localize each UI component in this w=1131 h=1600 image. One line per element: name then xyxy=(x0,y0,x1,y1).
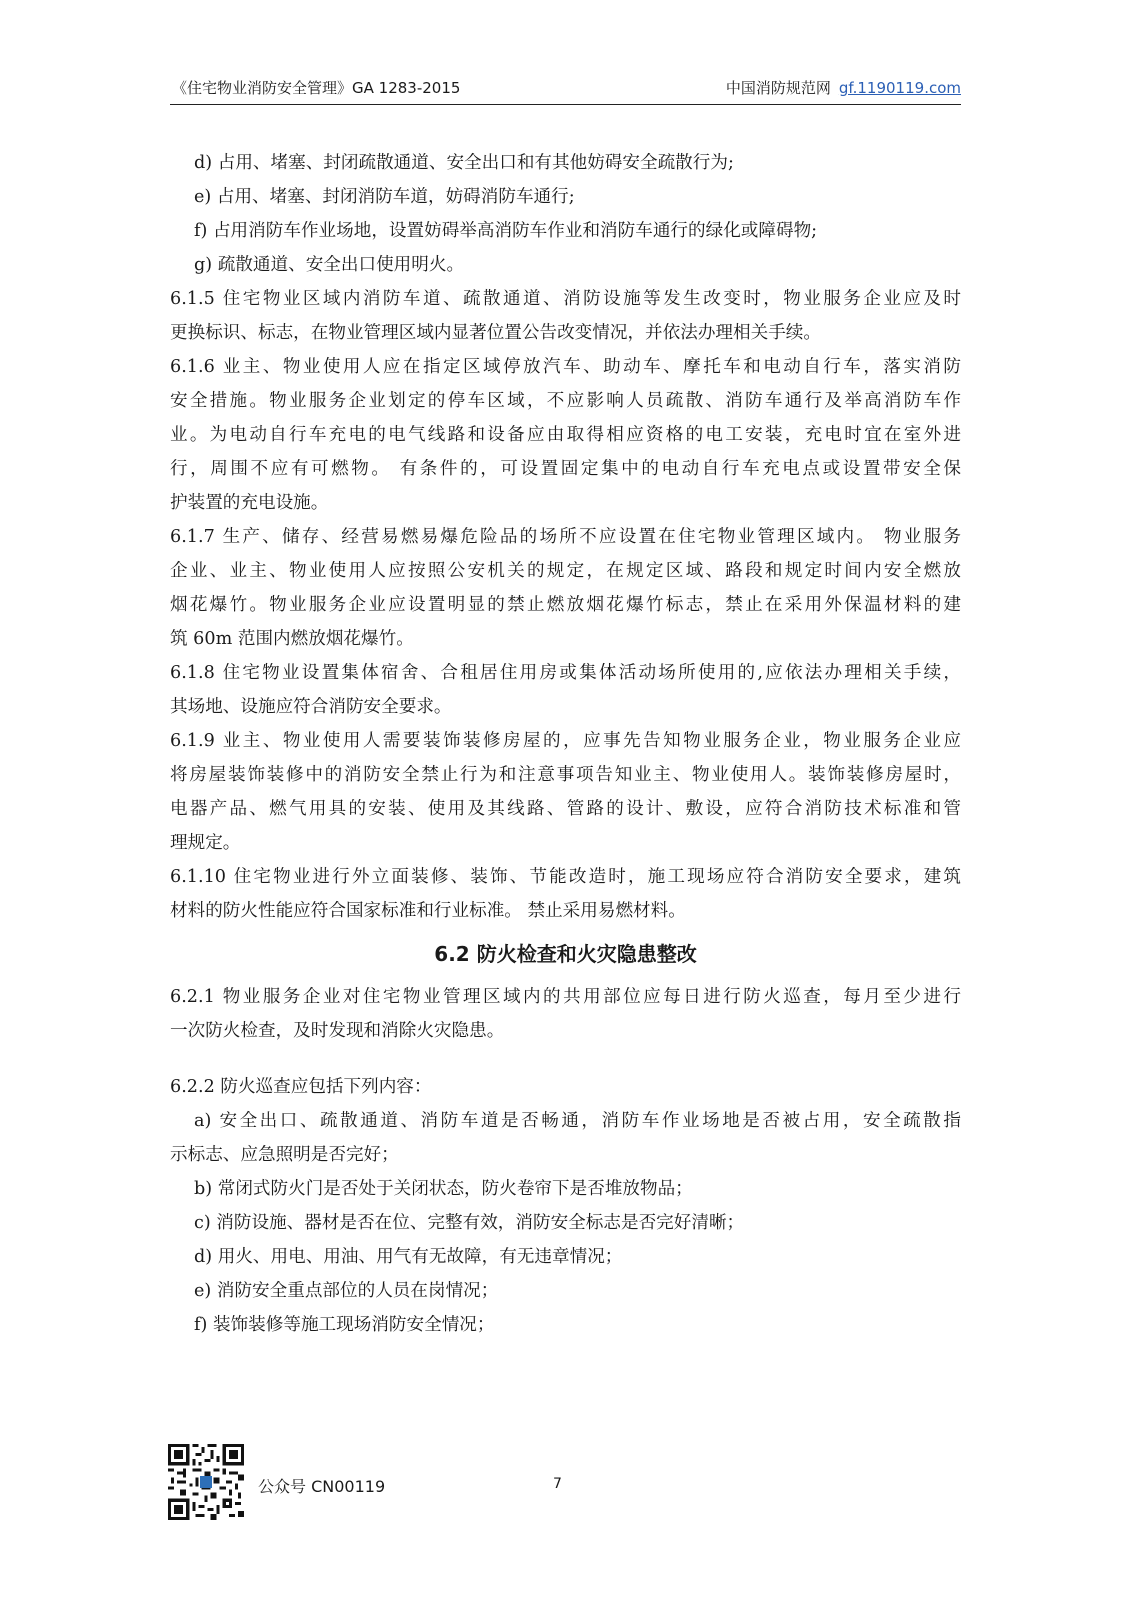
list-item-d: d) 用火、用电、用油、用气有无故障，有无违章情况； xyxy=(194,1247,623,1267)
clause-6-1-7-line: 筑 60m 范围内燃放烟花爆竹。 xyxy=(170,629,414,649)
list-item-e: e) 占用、堵塞、封闭消防车道，妨碍消防车通行; xyxy=(194,187,575,207)
wechat-account: 公众号 CN00119 xyxy=(258,1477,386,1496)
site-credit xyxy=(726,77,961,98)
site-link[interactable]: gf.1190119.com xyxy=(838,79,961,97)
clause-6-1-10-line: 6.1.10 住宅物业进行外立面装修、装饰、节能改造时，施工现场应符合消防安全要求，建筑 xyxy=(170,867,961,887)
qr-code-icon xyxy=(168,1444,244,1520)
list-item-a: a) 安全出口、疏散通道、消防车道是否畅通，消防车作业场地是否被占用，安全疏散指 xyxy=(194,1111,961,1131)
site-name: 中国消防规范网 xyxy=(725,79,831,97)
clause-6-2-1-line: 6.2.1 物业服务企业对住宅物业管理区域内的共用部位应每日进行防火巡查，每月至少进行 xyxy=(170,987,961,1007)
list-item-f: f) 装饰装修等施工现场消防安全情况； xyxy=(194,1315,495,1335)
section-heading: 6.2 防火检查和火灾隐患整改 xyxy=(434,942,697,966)
clause-6-1-6-line: 行，周围不应有可燃物。 有条件的，可设置固定集中的电动自行车充电点或设置带安全保 xyxy=(170,459,961,479)
clause-6-1-9-line: 理规定。 xyxy=(170,833,241,853)
clause-6-1-5-line: 更换标识、标志，在物业管理区域内显著位置公告改变情况，并依法办理相关手续。 xyxy=(170,323,821,343)
clause-6-1-6-line: 6.1.6 业主、物业使用人应在指定区域停放汽车、助动车、摩托车和电动自行车，落实消防 xyxy=(170,357,961,377)
document-title: 《住宅物业消防安全管理》GA 1283-2015 xyxy=(172,79,461,97)
list-item-a-cont: 示标志、应急照明是否完好； xyxy=(170,1145,399,1165)
clause-6-1-6-line: 业。为电动自行车充电的电气线路和设备应由取得相应资格的电工安装，充电时宜在室外进 xyxy=(170,425,961,445)
clause-6-1-7-line: 6.1.7 生产、储存、经营易燃易爆危险品的场所不应设置在住宅物业管理区域内。 物业服务 xyxy=(170,527,961,547)
spacer xyxy=(170,1048,961,1070)
list-item-d: d) 占用、堵塞、封闭疏散通道、安全出口和有其他妨碍安全疏散行为; xyxy=(194,153,734,173)
page-footer xyxy=(168,1444,968,1534)
clause-6-2-1-line: 一次防火检查，及时发现和消除火灾隐患。 xyxy=(170,1021,505,1041)
list-item-b: b) 常闭式防火门是否处于关闭状态，防火卷帘下是否堆放物品； xyxy=(194,1179,693,1199)
list-item-g: g) 疏散通道、安全出口使用明火。 xyxy=(194,255,465,275)
clause-6-1-8-line: 6.1.8 住宅物业设置集体宿舍、合租居住用房或集体活动场所使用的,应依法办理相关手续， xyxy=(170,663,961,683)
clause-6-1-9-line: 电器产品、燃气用具的安装、使用及其线路、管路的设计、敷设，应符合消防技术标准和管 xyxy=(170,799,961,819)
page-header xyxy=(170,78,961,105)
page-body xyxy=(170,146,961,1342)
page-number: 7 xyxy=(553,1476,562,1492)
clause-6-2-2-line: 6.2.2 防火巡查应包括下列内容： xyxy=(170,1077,432,1097)
clause-6-1-10-line: 材料的防火性能应符合国家标准和行业标准。 禁止采用易燃材料。 xyxy=(170,901,686,921)
clause-6-1-7-line: 企业、业主、物业使用人应按照公安机关的规定，在规定区域、路段和规定时间内安全燃放 xyxy=(170,561,961,581)
clause-6-1-5-line: 6.1.5 住宅物业区域内消防车道、疏散通道、消防设施等发生改变时，物业服务企业应及时 xyxy=(170,289,961,309)
clause-6-1-7-line: 烟花爆竹。物业服务企业应设置明显的禁止燃放烟花爆竹标志，禁止在采用外保温材料的建 xyxy=(170,595,961,615)
clause-6-1-8-line: 其场地、设施应符合消防安全要求。 xyxy=(170,697,452,717)
clause-6-1-9-line: 6.1.9 业主、物业使用人需要装饰装修房屋的，应事先告知物业服务企业，物业服务企业应 xyxy=(170,731,961,751)
list-item-e: e) 消防安全重点部位的人员在岗情况； xyxy=(194,1281,499,1301)
clause-6-1-6-line: 护装置的充电设施。 xyxy=(170,493,329,513)
list-item-c: c) 消防设施、器材是否在位、完整有效，消防安全标志是否完好清晰； xyxy=(194,1213,745,1233)
clause-6-1-9-line: 将房屋装饰装修中的消防安全禁止行为和注意事项告知业主、物业使用人。装饰装修房屋时， xyxy=(170,765,961,785)
list-item-f: f) 占用消防车作业场地，设置妨碍举高消防车作业和消防车通行的绿化或障碍物; xyxy=(194,221,818,241)
clause-6-1-6-line: 安全措施。物业服务企业划定的停车区域，不应影响人员疏散、消防车通行及举高消防车作 xyxy=(170,391,961,411)
